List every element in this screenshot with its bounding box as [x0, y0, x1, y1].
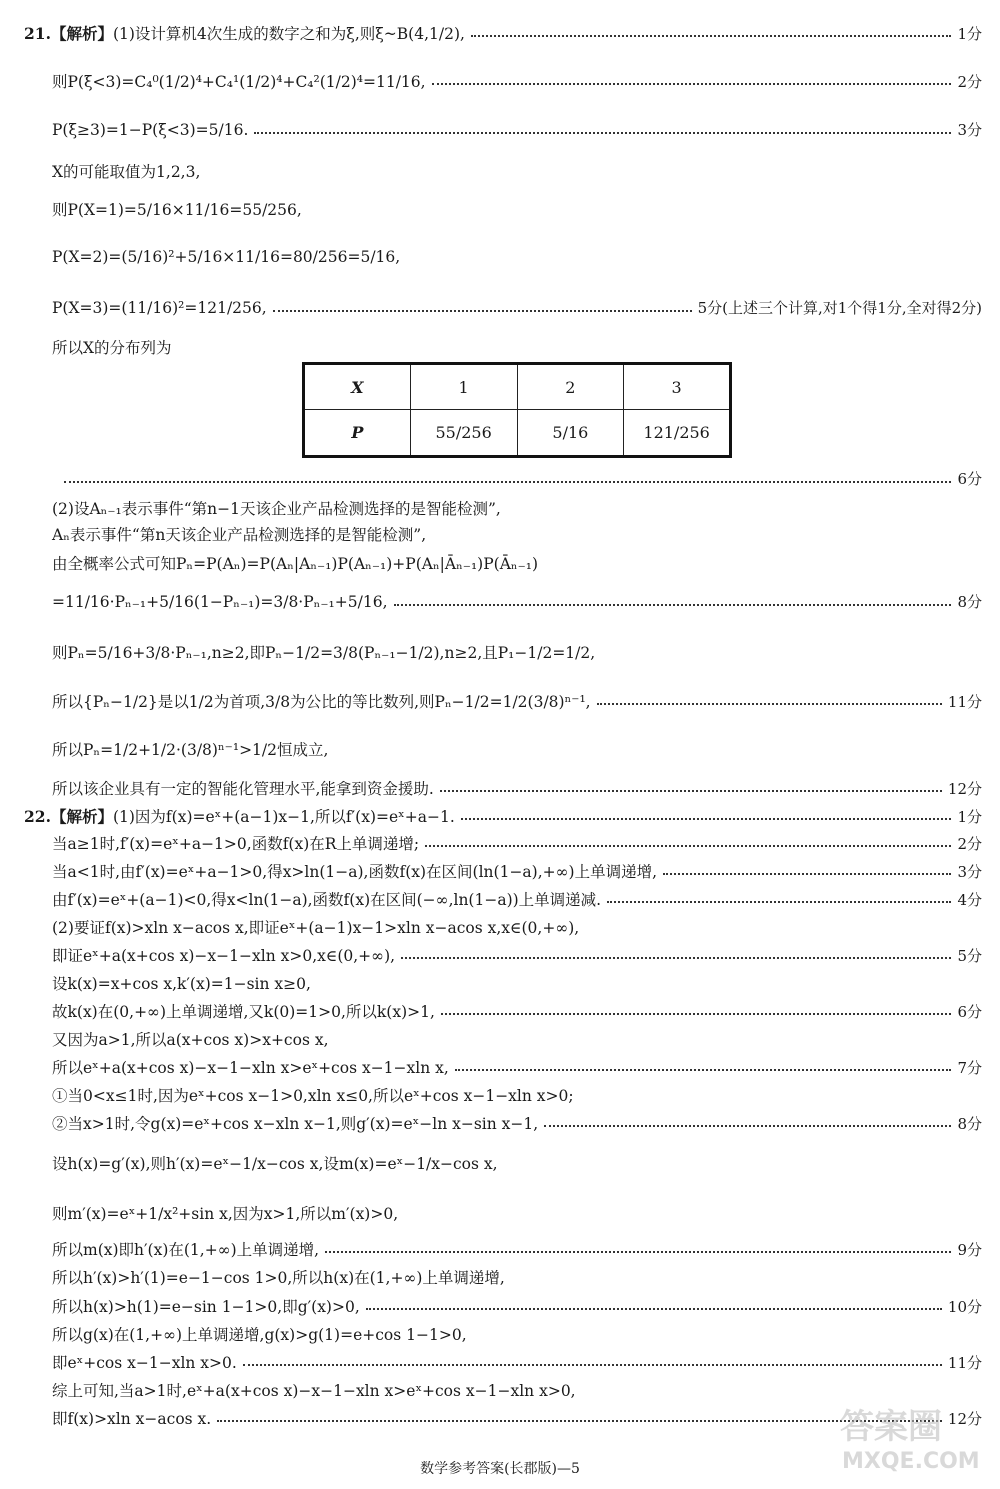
q22-line-11	[52, 1084, 982, 1106]
leader-dots	[607, 901, 951, 903]
q22-line-17	[52, 1295, 982, 1317]
q21-line-text: (2)设Aₙ₋₁表示事件“第n−1天该企业产品检测选择的是智能检测”,	[52, 500, 501, 518]
score-label: 12分	[947, 1409, 982, 1428]
score-label: 10分	[947, 1297, 982, 1316]
q21-part2-line-3	[52, 552, 982, 574]
score-label: 5分	[957, 946, 982, 965]
q21-part2-line-2	[52, 523, 982, 545]
leader-dots	[254, 132, 951, 134]
q22-line-14	[52, 1202, 982, 1224]
table-cell: 1	[410, 364, 517, 410]
score-label: 7分	[957, 1058, 982, 1077]
score-label: 5分(上述三个计算,对1个得1分,全对得2分)	[697, 299, 982, 317]
q22-line-text: 所以eˣ+a(x+cos x)−x−1−xln x>eˣ+cos x−1−xln x,	[52, 1059, 449, 1077]
leader-dots	[432, 83, 952, 85]
leader-dots	[401, 957, 951, 959]
q21-line-text: X的可能取值为1,2,3,	[52, 163, 201, 181]
q22-line-3	[52, 860, 982, 882]
table-cell: 2	[517, 364, 624, 410]
q22-line-text: 设k(x)=x+cos x,k′(x)=1−sin x≥0,	[52, 975, 311, 993]
q21-line-8	[52, 336, 982, 358]
q21-line-text: 所以X的分布列为	[52, 339, 172, 357]
q22-line-10	[52, 1056, 982, 1078]
table-cell: X	[304, 364, 411, 410]
q21-line-text: 则P(ξ<3)=C₄⁰(1/2)⁴+C₄¹(1/2)⁴+C₄²(1/2)⁴=11/16,	[52, 73, 426, 91]
q21-line-text: 所以{Pₙ−1/2}是以1/2为首项,3/8为公比的等比数列,则Pₙ−1/2=1/2(3/8)ⁿ⁻¹,	[52, 693, 591, 711]
score-label: 6分	[957, 470, 982, 488]
q22-line-text: 所以h′(x)>h′(1)=e−1−cos 1>0,所以h(x)在(1,+∞)上单调递增,	[52, 1269, 505, 1287]
q22-line-7	[52, 972, 982, 994]
score-label: 1分	[957, 807, 982, 826]
score-label: 9分	[957, 1240, 982, 1259]
table-cell: 55/256	[410, 410, 517, 457]
q21-line-text: P(ξ≥3)=1−P(ξ<3)=5/16.	[52, 120, 249, 139]
q22-line-1	[24, 805, 982, 827]
leader-dots	[461, 818, 952, 820]
watermark-bottom-text: MXQE.COM	[842, 1449, 980, 1474]
q22-line-text: (1)因为f(x)=eˣ+(a−1)x−1,所以f′(x)=eˣ+a−1.	[112, 808, 455, 826]
table-cell: 5/16	[517, 410, 624, 457]
q21-part2-line-4	[52, 591, 982, 612]
q22-line-text: 又因为a>1,所以a(x+cos x)>x+cos x,	[52, 1031, 329, 1049]
leader-dots	[366, 1308, 942, 1310]
score-label: 11分	[947, 692, 982, 711]
distribution-table	[302, 362, 732, 458]
q22-line-text: 所以h(x)>h(1)=e−sin 1−1>0,即g′(x)>0,	[52, 1298, 360, 1316]
score-label: 2分	[957, 72, 982, 91]
q22-line-text: 则m′(x)=eˣ+1/x²+sin x,因为x>1,所以m′(x)>0,	[52, 1205, 399, 1223]
page-footer: 数学参考答案(长郡版)—5	[420, 1461, 580, 1477]
q21-line-5	[52, 198, 982, 220]
q21-line-3	[52, 119, 982, 140]
score-label: 1分	[957, 24, 982, 43]
q21-line-text: P(X=3)=(11/16)²=121/256,	[52, 298, 267, 317]
q22-line-6	[52, 944, 982, 966]
q22-line-9	[52, 1028, 982, 1050]
q21-line-4	[52, 160, 982, 182]
leader-dots	[597, 703, 942, 705]
q21-line-1	[24, 22, 982, 44]
q22-line-13	[52, 1152, 982, 1174]
leader-dots	[440, 790, 942, 792]
q22-line-4	[52, 888, 982, 910]
q22-line-18	[52, 1323, 982, 1345]
q21-tag: 21.【解析】	[24, 24, 113, 43]
q21-part2-line-5	[52, 641, 982, 663]
q22-line-text: 即证eˣ+a(x+cos x)−x−1−xln x>0,x∈(0,+∞),	[52, 947, 396, 965]
q21-part2-line-7	[52, 738, 982, 760]
score-label: 3分	[957, 121, 982, 139]
q22-line-text: 当a≥1时,f′(x)=eˣ+a−1>0,函数f(x)在R上单调递增;	[52, 835, 420, 853]
q21-line-text: 所以该企业具有一定的智能化管理水平,能拿到资金援助.	[52, 780, 434, 798]
q21-part2-line-8	[52, 777, 982, 799]
q22-line-text: ②当x>1时,令g(x)=eˣ+cos x−xln x−1,则g′(x)=eˣ−ln x−sin x−1,	[52, 1115, 539, 1133]
leader-dots	[394, 604, 952, 606]
table-cell: 3	[624, 364, 731, 410]
q22-tag: 22.【解析】	[24, 807, 113, 826]
q22-line-5	[52, 916, 982, 938]
table-cell: P	[304, 410, 411, 457]
q21-line-text: Aₙ表示事件“第n天该企业产品检测选择的是智能检测”,	[52, 526, 427, 544]
watermark-logo	[832, 1398, 982, 1476]
leader-dots	[243, 1364, 942, 1366]
score-label: 4分	[957, 890, 982, 909]
q22-line-16	[52, 1266, 982, 1288]
q21-line-text: =11/16·Pₙ₋₁+5/16(1−Pₙ₋₁)=3/8·Pₙ₋₁+5/16,	[52, 592, 388, 611]
q22-line-12	[52, 1112, 982, 1134]
q22-line-text: ①当0<x≤1时,因为eˣ+cos x−1>0,xln x≤0,所以eˣ+cos x−1−xln x>0;	[52, 1087, 574, 1105]
q22-line-text: 即f(x)>xln x−acos x.	[52, 1410, 212, 1428]
q22-line-19	[52, 1351, 982, 1373]
watermark-top-text: 答案圈	[840, 1407, 942, 1447]
q21-line-text: (1)设计算机4次生成的数字之和为ξ,则ξ~B(4,1/2),	[112, 25, 465, 43]
q21-after-table	[52, 468, 982, 489]
q22-line-text: 设h(x)=g′(x),则h′(x)=eˣ−1/x−cos x,设m(x)=eˣ−1/x−cos x,	[52, 1155, 498, 1173]
q22-line-text: 由f′(x)=eˣ+(a−1)<0,得x<ln(1−a),函数f(x)在区间(−∞,ln(1−a))上单调递减.	[52, 891, 602, 909]
table-row	[304, 410, 731, 457]
q21-line-text: 由全概率公式可知Pₙ=P(Aₙ)=P(Aₙ|Aₙ₋₁)P(Aₙ₋₁)+P(Aₙ|Āₙ₋₁)P(Āₙ₋₁)	[52, 555, 539, 573]
leader-dots	[425, 845, 951, 847]
leader-dots	[471, 35, 952, 37]
q21-line-text: 则Pₙ=5/16+3/8·Pₙ₋₁,n≥2,即Pₙ−1/2=3/8(Pₙ₋₁−1/2),n≥2,且P₁−1/2=1/2,	[52, 644, 596, 662]
score-label: 8分	[957, 593, 982, 611]
score-label: 8分	[957, 1114, 982, 1133]
q21-line-6	[52, 248, 982, 266]
q22-line-text: 所以m(x)即h′(x)在(1,+∞)上单调递增,	[52, 1241, 320, 1259]
score-label: 11分	[947, 1353, 982, 1372]
table-cell: 121/256	[624, 410, 731, 457]
q22-line-15	[52, 1238, 982, 1260]
q22-line-8	[52, 1000, 982, 1022]
q21-line-text: P(X=2)=(5/16)²+5/16×11/16=80/256=5/16,	[52, 248, 401, 266]
q21-line-text: 所以Pₙ=1/2+1/2·(3/8)ⁿ⁻¹>1/2恒成立,	[52, 741, 329, 759]
leader-dots	[273, 310, 692, 312]
score-label: 12分	[947, 779, 982, 798]
q21-line-text: 则P(X=1)=5/16×11/16=55/256,	[52, 201, 302, 219]
q22-line-text: 综上可知,当a>1时,eˣ+a(x+cos x)−x−1−xln x>eˣ+cos x−1−xln x>0,	[52, 1382, 576, 1400]
q21-line-2	[52, 70, 982, 92]
leader-dots	[64, 481, 951, 483]
q21-part2-line-1	[52, 497, 982, 519]
score-label: 2分	[957, 834, 982, 853]
leader-dots	[325, 1251, 951, 1253]
q22-line-text: 即eˣ+cos x−1−xln x>0.	[52, 1354, 237, 1372]
leader-dots	[455, 1069, 952, 1071]
table-row	[304, 364, 731, 410]
q22-line-text: (2)要证f(x)>xln x−acos x,即证eˣ+(a−1)x−1>xln x−acos x,x∈(0,+∞),	[52, 919, 580, 937]
q21-part2-line-6	[52, 690, 982, 712]
q22-line-text: 当a<1时,由f′(x)=eˣ+a−1>0,得x>ln(1−a),函数f(x)在区间(ln(1−a),+∞)上单调递增,	[52, 863, 658, 881]
q22-line-2	[52, 832, 982, 854]
q22-line-text: 故k(x)在(0,+∞)上单调递增,又k(0)=1>0,所以k(x)>1,	[52, 1003, 435, 1021]
score-label: 6分	[957, 1002, 982, 1021]
leader-dots	[663, 873, 951, 875]
q21-line-7	[52, 297, 982, 318]
q22-line-text: 所以g(x)在(1,+∞)上单调递增,g(x)>g(1)=e+cos 1−1>0,	[52, 1326, 467, 1344]
score-label: 3分	[957, 862, 982, 881]
leader-dots	[441, 1013, 952, 1015]
leader-dots	[544, 1125, 951, 1127]
